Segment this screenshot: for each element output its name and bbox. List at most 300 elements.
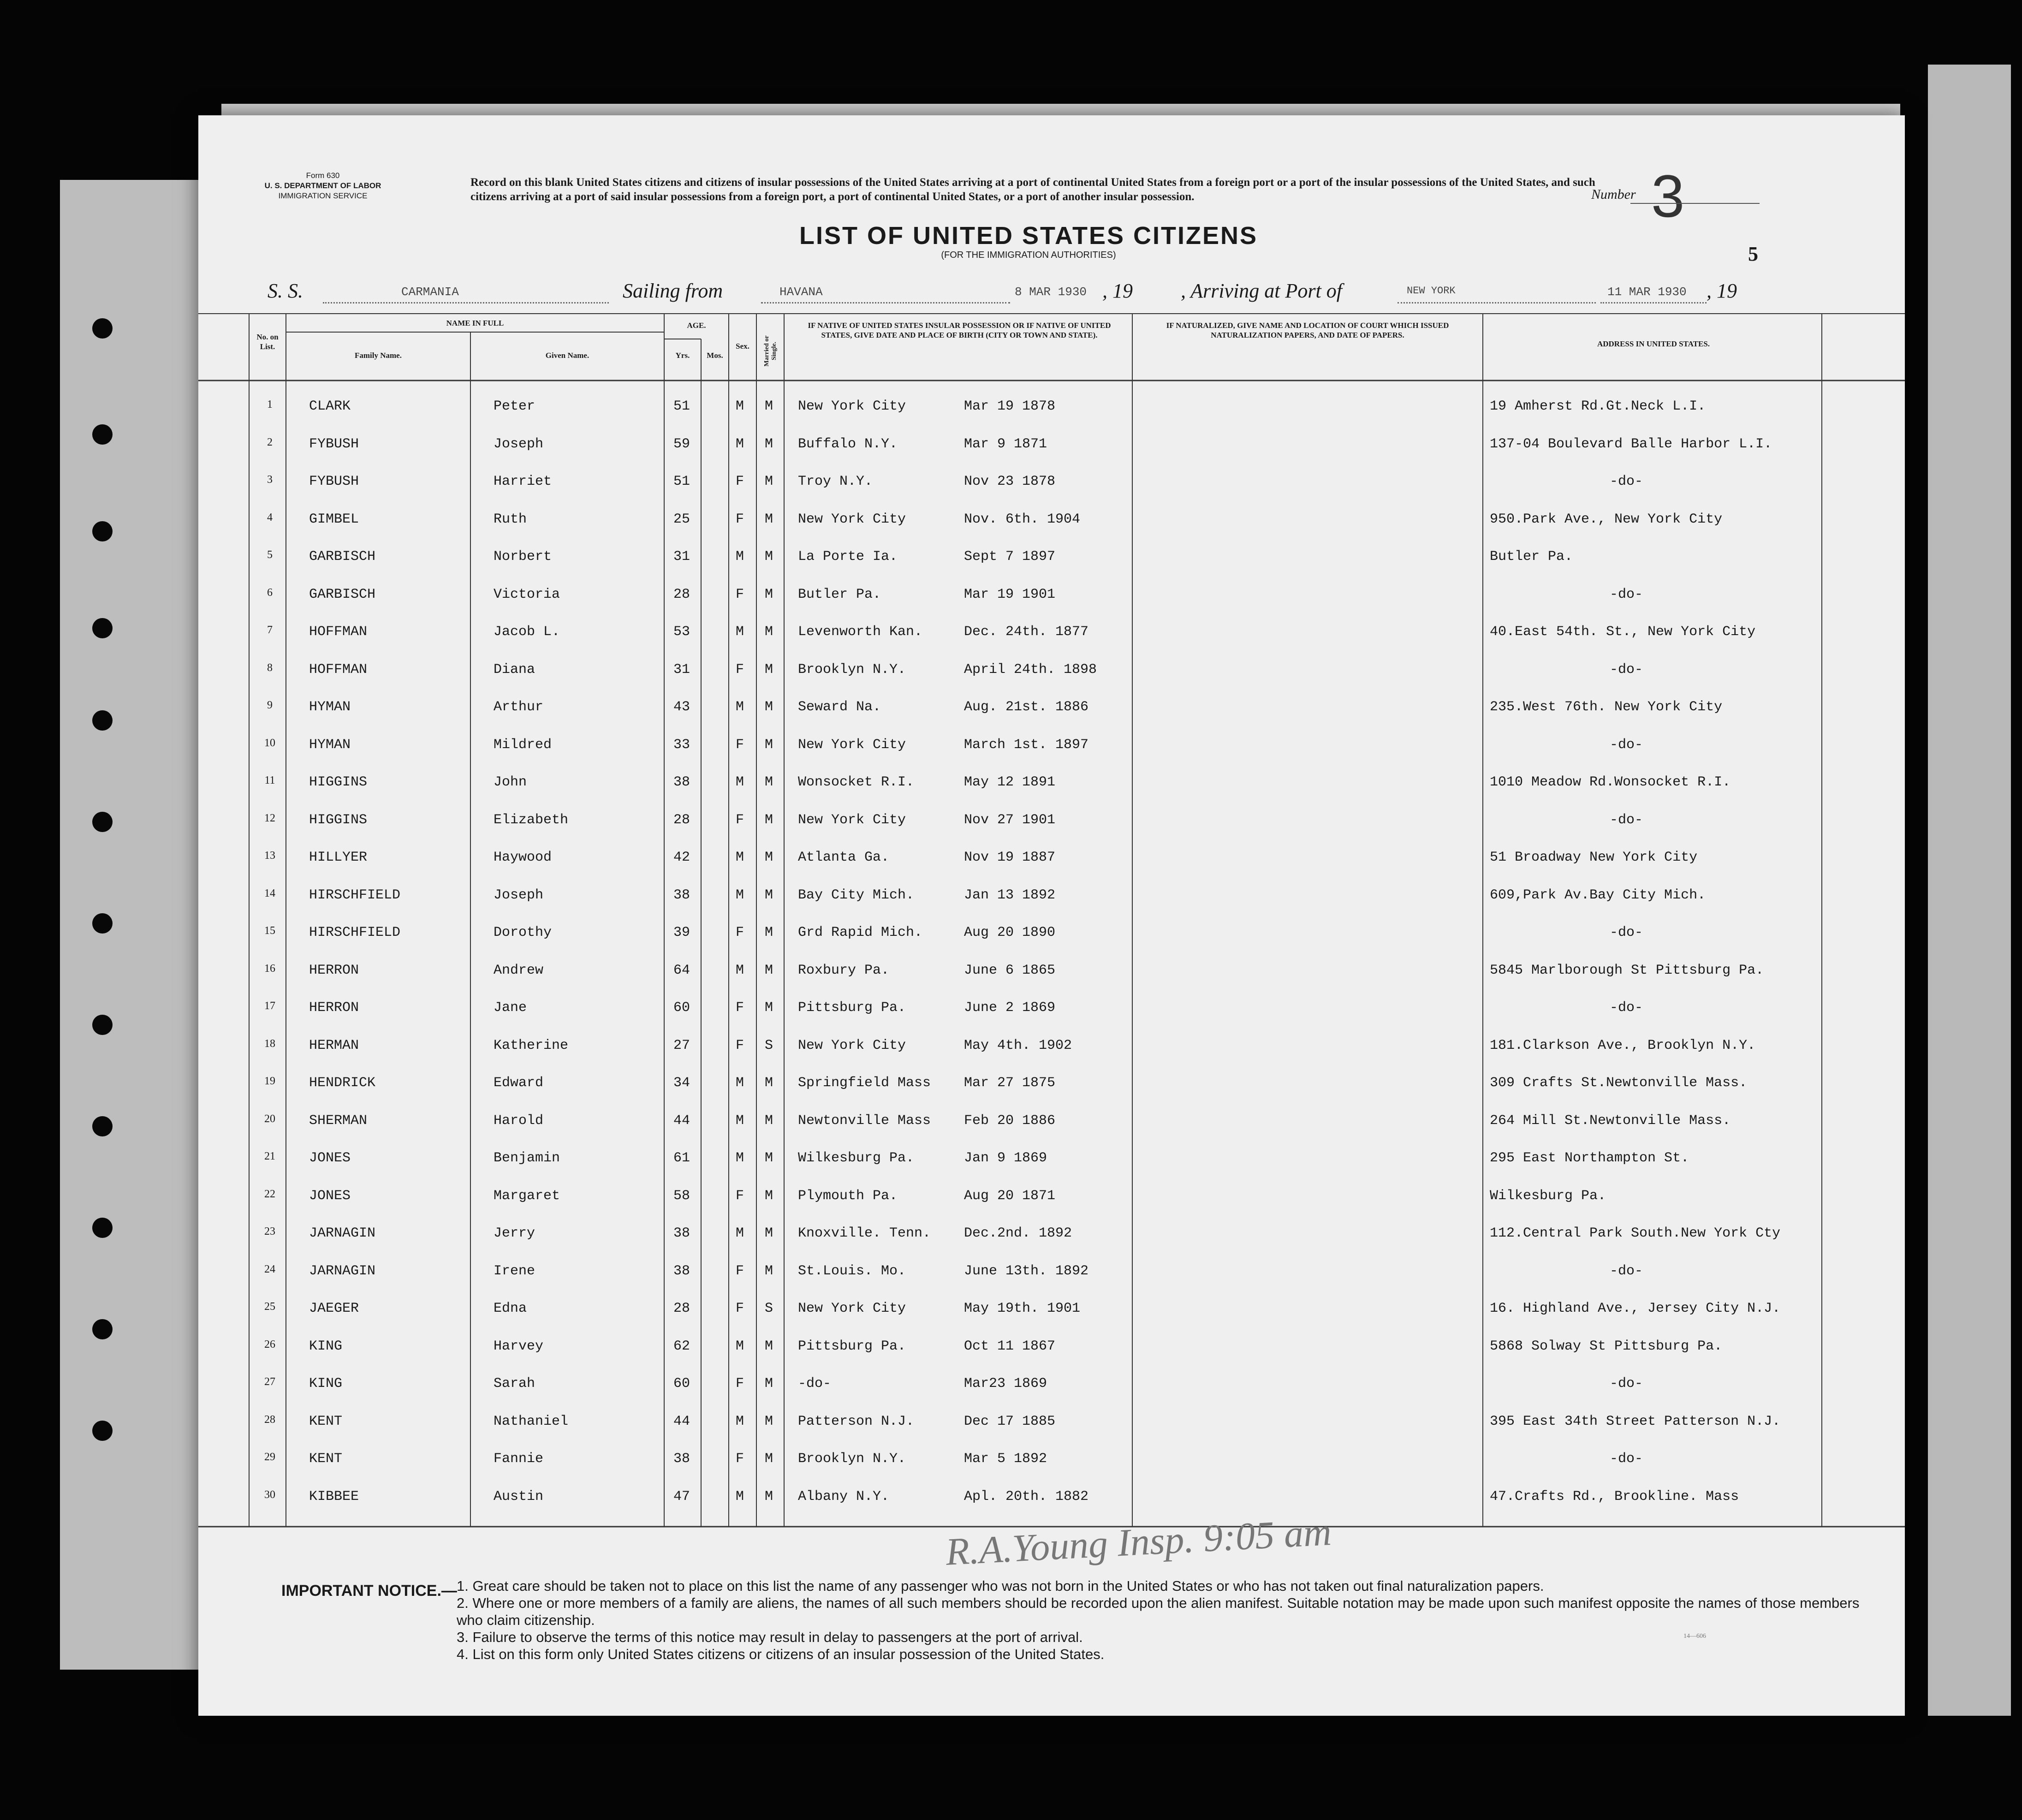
- marital-status: M: [765, 1000, 773, 1016]
- row-number: 12: [264, 812, 275, 824]
- age-years: 27: [673, 1037, 690, 1053]
- birth-place: New York City: [798, 398, 906, 414]
- age-years: 58: [673, 1188, 690, 1204]
- marital-status: S: [765, 1301, 773, 1316]
- age-years: 28: [673, 586, 690, 602]
- marital-status: M: [765, 1451, 773, 1467]
- header-age: AGE.: [687, 321, 706, 330]
- address: -do-: [1610, 812, 1643, 828]
- birth-place: Plymouth Pa.: [798, 1188, 898, 1204]
- family-name: HENDRICK: [309, 1075, 376, 1091]
- family-name: HIRSCHFIELD: [309, 887, 401, 903]
- birth-place: Pittsburg Pa.: [798, 1338, 906, 1354]
- birth-place: Albany N.Y.: [798, 1488, 890, 1505]
- address: Butler Pa.: [1490, 549, 1573, 565]
- birth-date: Dec 17 1885: [964, 1413, 1056, 1429]
- birth-place: Butler Pa.: [798, 586, 881, 602]
- birth-date: Dec.2nd. 1892: [964, 1225, 1072, 1241]
- punch-hole: [92, 521, 113, 541]
- address: 609,Park Av.Bay City Mich.: [1490, 887, 1706, 903]
- table-row: [198, 1106, 1905, 1142]
- given-name: Haywood: [494, 850, 552, 865]
- sex: F: [736, 1188, 744, 1204]
- department-name: U. S. DEPARTMENT OF LABOR: [264, 181, 381, 190]
- age-years: 38: [673, 774, 690, 790]
- table-row: [198, 1294, 1905, 1329]
- header-no-on-list: No. on List.: [256, 333, 279, 351]
- given-name: Andrew: [494, 962, 544, 978]
- birth-place: Pittsburg Pa.: [798, 1000, 906, 1016]
- birth-date: April 24th. 1898: [964, 661, 1097, 678]
- sex: M: [736, 962, 744, 978]
- address: 51 Broadway New York City: [1490, 850, 1698, 865]
- row-number: 7: [267, 624, 273, 636]
- row-number: 15: [264, 925, 275, 937]
- family-name: KING: [309, 1376, 343, 1392]
- family-name: JARNAGIN: [309, 1263, 376, 1279]
- birth-date: Aug 20 1871: [964, 1188, 1056, 1204]
- birth-date: Aug. 21st. 1886: [964, 699, 1089, 715]
- header-naturalized: IF NATURALIZED, GIVE NAME AND LOCATION OF COURT WHICH ISSUED NATURALIZATION PAPERS, AND DATE OF PAPERS.: [1166, 321, 1449, 339]
- given-name: Arthur: [494, 699, 544, 715]
- birth-place: Seward Na.: [798, 699, 881, 715]
- birth-date: May 4th. 1902: [964, 1037, 1072, 1053]
- row-number: 5: [267, 549, 273, 561]
- marital-status: M: [765, 812, 773, 828]
- address: 16. Highland Ave., Jersey City N.J.: [1490, 1301, 1781, 1316]
- family-name: HYMAN: [309, 699, 351, 715]
- table-row: [198, 881, 1905, 916]
- arrival-port: NEW YORK: [1407, 285, 1456, 297]
- sex: M: [736, 1075, 744, 1091]
- birth-place: New York City: [798, 737, 906, 753]
- given-name: Margaret: [494, 1188, 560, 1204]
- ship-name: CARMANIA: [401, 285, 459, 299]
- sex: F: [736, 925, 744, 940]
- manifest-page: [198, 115, 1905, 1716]
- birth-date: Mar 27 1875: [964, 1075, 1056, 1091]
- sailing-date: 8 MAR 1930: [1015, 285, 1087, 299]
- row-number: 17: [264, 1000, 275, 1012]
- sex: F: [736, 511, 744, 527]
- birth-date: Nov 23 1878: [964, 474, 1056, 489]
- birth-date: Mar 19 1878: [964, 398, 1056, 414]
- given-name: Diana: [494, 661, 535, 678]
- birth-date: Dec. 24th. 1877: [964, 624, 1089, 640]
- age-years: 47: [673, 1488, 690, 1505]
- given-name: Edna: [494, 1301, 527, 1316]
- page-title: LIST OF UNITED STATES CITIZENS: [799, 222, 1258, 250]
- marital-status: M: [765, 1263, 773, 1279]
- table-row: [198, 392, 1905, 427]
- sex: M: [736, 436, 744, 452]
- row-number: 21: [264, 1150, 275, 1162]
- marital-status: M: [765, 1075, 773, 1091]
- family-name: GARBISCH: [309, 549, 376, 565]
- sex: M: [736, 1150, 744, 1166]
- row-number: 9: [267, 699, 273, 711]
- birth-place: Brooklyn N.Y.: [798, 661, 906, 678]
- birth-place: Springfield Mass: [798, 1075, 931, 1091]
- age-years: 53: [673, 624, 690, 640]
- table-row: [198, 505, 1905, 540]
- address: -do-: [1610, 474, 1643, 489]
- birth-date: Nov 19 1887: [964, 850, 1056, 865]
- marital-status: M: [765, 887, 773, 903]
- punch-hole: [92, 1218, 113, 1238]
- birth-place: St.Louis. Mo.: [798, 1263, 906, 1279]
- address: 40.East 54th. St., New York City: [1490, 624, 1756, 640]
- given-name: Joseph: [494, 887, 544, 903]
- birth-date: Nov. 6th. 1904: [964, 511, 1081, 527]
- form-number: Form 630: [306, 171, 340, 180]
- birth-place: Knoxville. Tenn.: [798, 1225, 931, 1241]
- table-row: [198, 843, 1905, 878]
- given-name: Joseph: [494, 436, 544, 452]
- marital-status: M: [765, 699, 773, 715]
- sex: F: [736, 1037, 744, 1053]
- age-years: 38: [673, 1225, 690, 1241]
- table-row: [198, 1257, 1905, 1292]
- sex: M: [736, 1338, 744, 1354]
- page-number: 5: [1748, 243, 1758, 265]
- background-sheet-right: [1928, 65, 2011, 1716]
- birth-place: Bay City Mich.: [798, 887, 915, 903]
- family-name: HYMAN: [309, 737, 351, 753]
- address: 137-04 Boulevard Balle Harbor L.I.: [1490, 436, 1772, 452]
- sailing-label: Sailing from: [623, 280, 723, 302]
- age-years: 28: [673, 812, 690, 828]
- row-number: 18: [264, 1037, 275, 1050]
- family-name: GARBISCH: [309, 586, 376, 602]
- marital-status: M: [765, 1413, 773, 1429]
- given-name: Dorothy: [494, 925, 552, 940]
- marital-status: M: [765, 1112, 773, 1129]
- family-name: HOFFMAN: [309, 624, 368, 640]
- sex: M: [736, 398, 744, 414]
- marital-status: S: [765, 1037, 773, 1053]
- age-years: 33: [673, 737, 690, 753]
- address: 181.Clarkson Ave., Brooklyn N.Y.: [1490, 1037, 1756, 1053]
- table-row: [198, 1407, 1905, 1442]
- address: Wilkesburg Pa.: [1490, 1188, 1606, 1204]
- marital-status: M: [765, 624, 773, 640]
- family-name: KING: [309, 1338, 343, 1354]
- birth-place: Roxbury Pa.: [798, 962, 890, 978]
- sex: F: [736, 1263, 744, 1279]
- header-given-name: Given Name.: [545, 351, 589, 360]
- sex: M: [736, 1112, 744, 1129]
- birth-place: Newtonville Mass: [798, 1112, 931, 1129]
- birth-place: Levenworth Kan.: [798, 624, 923, 640]
- punch-hole: [92, 618, 113, 638]
- sex: F: [736, 1301, 744, 1316]
- number-label: Number: [1591, 187, 1636, 202]
- birth-place: Atlanta Ga.: [798, 850, 890, 865]
- sex: M: [736, 1488, 744, 1505]
- header-address: ADDRESS IN UNITED STATES.: [1597, 339, 1710, 348]
- family-name: HIGGINS: [309, 774, 368, 790]
- row-number: 13: [264, 850, 275, 862]
- address: 235.West 76th. New York City: [1490, 699, 1723, 715]
- table-row: [198, 618, 1905, 653]
- row-number: 4: [267, 511, 273, 523]
- row-number: 27: [264, 1376, 275, 1388]
- notice-list: [457, 1577, 1886, 1663]
- birth-date: June 6 1865: [964, 962, 1056, 978]
- row-number: 30: [264, 1488, 275, 1501]
- header-birth: IF NATIVE OF UNITED STATES INSULAR POSSESSION OR IF NATIVE OF UNITED STATES, GIVE DATE AND PLACE OF BIRTH (CITY OR TOWN AND STATE).: [808, 321, 1111, 339]
- given-name: Nathaniel: [494, 1413, 569, 1429]
- family-name: HERMAN: [309, 1037, 359, 1053]
- service-name: IMMIGRATION SERVICE: [278, 191, 368, 200]
- age-years: 64: [673, 962, 690, 978]
- sex: M: [736, 549, 744, 565]
- birth-place: Brooklyn N.Y.: [798, 1451, 906, 1467]
- row-number: 10: [264, 737, 275, 749]
- age-years: 44: [673, 1413, 690, 1429]
- family-name: JONES: [309, 1188, 351, 1204]
- table-row: [198, 693, 1905, 728]
- marital-status: M: [765, 850, 773, 865]
- age-years: 60: [673, 1000, 690, 1016]
- marital-status: M: [765, 661, 773, 678]
- family-name: KIBBEE: [309, 1488, 359, 1505]
- age-years: 60: [673, 1376, 690, 1392]
- address: -do-: [1610, 925, 1643, 940]
- address: 5868 Solway St Pittsburg Pa.: [1490, 1338, 1723, 1354]
- given-name: Ruth: [494, 511, 527, 527]
- age-years: 38: [673, 1263, 690, 1279]
- sex: M: [736, 1413, 744, 1429]
- sex: F: [736, 661, 744, 678]
- family-name: HERRON: [309, 1000, 359, 1016]
- inspector-note: R.A.Young Insp. 9:05 am: [945, 1511, 1332, 1574]
- family-name: HOFFMAN: [309, 661, 368, 678]
- address: 264 Mill St.Newtonville Mass.: [1490, 1112, 1731, 1129]
- birth-date: May 12 1891: [964, 774, 1056, 790]
- punch-hole: [92, 1421, 113, 1441]
- row-number: 8: [267, 661, 273, 674]
- marital-status: M: [765, 1188, 773, 1204]
- birth-date: June 13th. 1892: [964, 1263, 1089, 1279]
- birth-date: Nov 27 1901: [964, 812, 1056, 828]
- table-row: [198, 655, 1905, 690]
- birth-date: May 19th. 1901: [964, 1301, 1081, 1316]
- address: 1010 Meadow Rd.Wonsocket R.I.: [1490, 774, 1731, 790]
- table-row: [198, 542, 1905, 577]
- row-number: 28: [264, 1413, 275, 1426]
- birth-place: New York City: [798, 1037, 906, 1053]
- header-married-single: Married or Single.: [763, 335, 778, 367]
- punch-hole: [92, 318, 113, 339]
- address: 309 Crafts St.Newtonville Mass.: [1490, 1075, 1748, 1091]
- birth-date: Jan 13 1892: [964, 887, 1056, 903]
- notice-item: 4. List on this form only United States citizens or citizens of an insular possession of the United States.: [457, 1646, 1105, 1662]
- sex: M: [736, 850, 744, 865]
- given-name: Harriet: [494, 474, 552, 489]
- list-number: 3: [1651, 162, 1685, 230]
- given-name: Benjamin: [494, 1150, 560, 1166]
- sex: F: [736, 1000, 744, 1016]
- age-years: 39: [673, 925, 690, 940]
- sex: F: [736, 1376, 744, 1392]
- marital-status: M: [765, 774, 773, 790]
- address: 19 Amherst Rd.Gt.Neck L.I.: [1490, 398, 1706, 414]
- age-years: 51: [673, 398, 690, 414]
- address: 5845 Marlborough St Pittsburg Pa.: [1490, 962, 1764, 978]
- row-number: 26: [264, 1338, 275, 1350]
- header-family-name: Family Name.: [355, 351, 402, 360]
- birth-date: Mar23 1869: [964, 1376, 1047, 1392]
- family-name: FYBUSH: [309, 474, 359, 489]
- notice-item: 3. Failure to observe the terms of this notice may result in delay to passengers at the port of arrival.: [457, 1629, 1083, 1645]
- birth-place: New York City: [798, 511, 906, 527]
- birth-place: Wonsocket R.I.: [798, 774, 915, 790]
- row-number: 3: [267, 474, 273, 486]
- birth-place: Buffalo N.Y.: [798, 436, 898, 452]
- punch-hole: [92, 913, 113, 934]
- marital-status: M: [765, 586, 773, 602]
- header-name-in-full: NAME IN FULL: [446, 319, 504, 327]
- birth-date: Mar 9 1871: [964, 436, 1047, 452]
- table-row: [198, 768, 1905, 803]
- row-number: 14: [264, 887, 275, 899]
- given-name: Katherine: [494, 1037, 569, 1053]
- address: -do-: [1610, 1376, 1643, 1392]
- address: -do-: [1610, 661, 1643, 678]
- given-name: Harvey: [494, 1338, 544, 1354]
- age-years: 43: [673, 699, 690, 715]
- age-years: 51: [673, 474, 690, 489]
- address: 295 East Northampton St.: [1490, 1150, 1689, 1166]
- sex: F: [736, 1451, 744, 1467]
- given-name: Fannie: [494, 1451, 544, 1467]
- notice-item: 1. Great care should be taken not to place on this list the name of any passenger who was not born in the United States or who has not taken out final naturalization papers.: [457, 1578, 1544, 1594]
- table-row: [198, 1219, 1905, 1254]
- row-number: 6: [267, 586, 273, 599]
- family-name: HIGGINS: [309, 812, 368, 828]
- birth-date: Sept 7 1897: [964, 549, 1056, 565]
- page-subtitle: (FOR THE IMMIGRATION AUTHORITIES): [941, 250, 1116, 260]
- sex: F: [736, 586, 744, 602]
- row-number: 24: [264, 1263, 275, 1275]
- table-row: [198, 430, 1905, 465]
- punch-hole: [92, 1116, 113, 1136]
- age-years: 38: [673, 887, 690, 903]
- family-name: HILLYER: [309, 850, 368, 865]
- given-name: Victoria: [494, 586, 560, 602]
- address: -do-: [1610, 737, 1643, 753]
- address: -do-: [1610, 1000, 1643, 1016]
- background-sheet-left: [60, 180, 212, 1670]
- age-years: 25: [673, 511, 690, 527]
- family-name: JAEGER: [309, 1301, 359, 1316]
- sex: M: [736, 774, 744, 790]
- table-row: [198, 731, 1905, 766]
- age-years: 61: [673, 1150, 690, 1166]
- table-row: [198, 1482, 1905, 1517]
- row-number: 19: [264, 1075, 275, 1087]
- ss-label: S. S.: [268, 280, 303, 302]
- birth-date: Jan 9 1869: [964, 1150, 1047, 1166]
- sex: F: [736, 474, 744, 489]
- birth-place: New York City: [798, 812, 906, 828]
- birth-place: Wilkesburg Pa.: [798, 1150, 915, 1166]
- print-code: 14—606: [1683, 1633, 1706, 1640]
- family-name: FYBUSH: [309, 436, 359, 452]
- family-name: CLARK: [309, 398, 351, 414]
- age-years: 59: [673, 436, 690, 452]
- table-row: [198, 918, 1905, 953]
- row-number: 16: [264, 962, 275, 975]
- sex: M: [736, 1225, 744, 1241]
- marital-status: M: [765, 925, 773, 940]
- family-name: HERRON: [309, 962, 359, 978]
- marital-status: M: [765, 549, 773, 565]
- age-years: 28: [673, 1301, 690, 1316]
- birth-place: La Porte Ia.: [798, 549, 898, 565]
- table-row: [198, 1144, 1905, 1179]
- marital-status: M: [765, 1225, 773, 1241]
- address: 950.Park Ave., New York City: [1490, 511, 1723, 527]
- sex: F: [736, 737, 744, 753]
- birth-date: Oct 11 1867: [964, 1338, 1056, 1354]
- row-number: 20: [264, 1112, 275, 1125]
- year-label: , 19: [1102, 280, 1133, 302]
- sex: M: [736, 887, 744, 903]
- table-row: [198, 956, 1905, 991]
- sex: M: [736, 699, 744, 715]
- row-number: 11: [264, 774, 275, 786]
- family-name: JONES: [309, 1150, 351, 1166]
- given-name: Sarah: [494, 1376, 535, 1392]
- table-row: [198, 1369, 1905, 1404]
- birth-date: Feb 20 1886: [964, 1112, 1056, 1129]
- header-mos: Mos.: [707, 351, 723, 360]
- marital-status: M: [765, 1338, 773, 1354]
- given-name: Jane: [494, 1000, 527, 1016]
- address: -do-: [1610, 1451, 1643, 1467]
- given-name: Edward: [494, 1075, 544, 1091]
- row-number: 29: [264, 1451, 275, 1463]
- address: 395 East 34th Street Patterson N.J.: [1490, 1413, 1781, 1429]
- age-years: 31: [673, 661, 690, 678]
- family-name: JARNAGIN: [309, 1225, 376, 1241]
- arrival-date: 11 MAR 1930: [1607, 285, 1687, 299]
- given-name: Elizabeth: [494, 812, 569, 828]
- sex: F: [736, 812, 744, 828]
- row-number: 2: [267, 436, 273, 448]
- notice-item: 2. Where one or more members of a family are aliens, the names of all such members should be recorded upon the alien manifest. Suitable notation may be made upon such manifest opposite the names of those members who claim citizenship.: [457, 1595, 1860, 1628]
- given-name: Peter: [494, 398, 535, 414]
- punch-hole: [92, 1319, 113, 1339]
- table-row: [198, 1069, 1905, 1104]
- given-name: John: [494, 774, 527, 790]
- given-name: Irene: [494, 1263, 535, 1279]
- table-row: [198, 1031, 1905, 1066]
- arriving-label: , Arriving at Port of: [1181, 280, 1342, 302]
- punch-hole: [92, 710, 113, 731]
- sailing-port: HAVANA: [779, 285, 823, 299]
- table-row: [198, 467, 1905, 502]
- birth-place: New York City: [798, 1301, 906, 1316]
- punch-hole: [92, 1015, 113, 1035]
- age-years: 44: [673, 1112, 690, 1129]
- birth-date: Aug 20 1890: [964, 925, 1056, 940]
- row-number: 1: [267, 398, 273, 410]
- marital-status: M: [765, 962, 773, 978]
